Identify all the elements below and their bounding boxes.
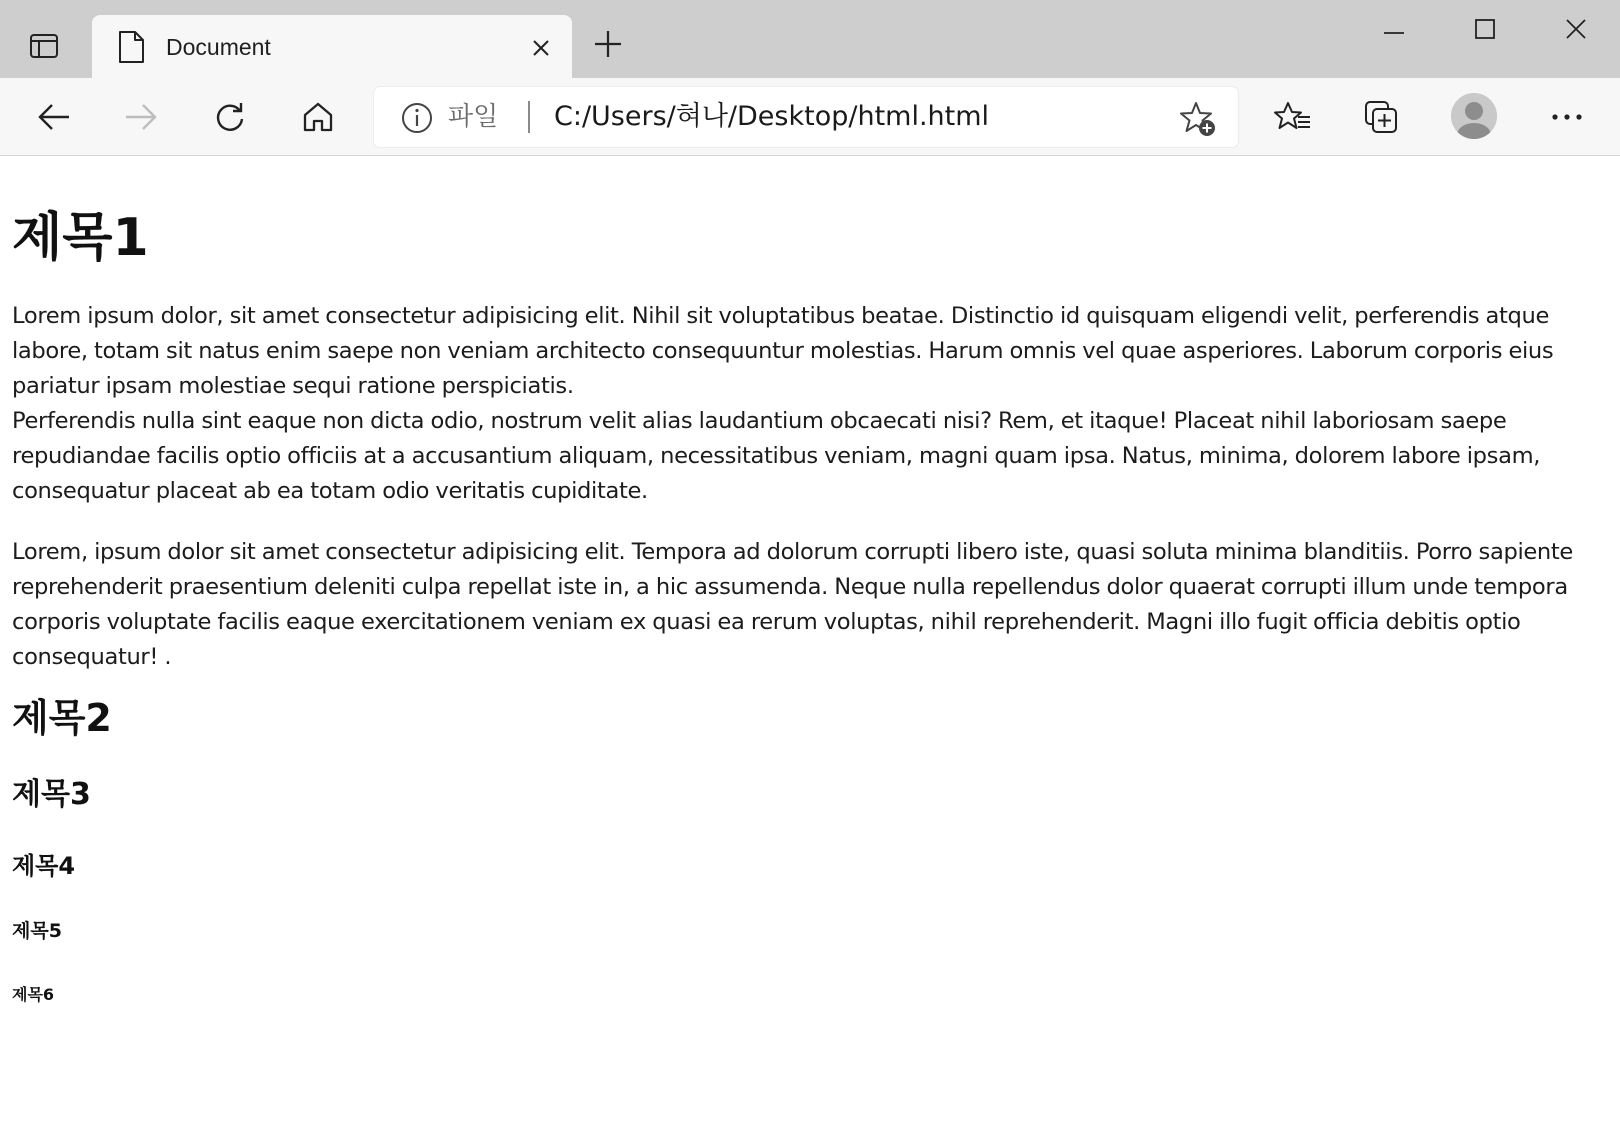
tab-title: Document <box>166 34 271 60</box>
navigation-toolbar <box>0 78 1620 156</box>
heading-4: 제목4 <box>12 852 76 880</box>
paragraph-1-part-b: Perferendis nulla sint eaque non dicta odio, nostrum velit alias laudantium obcaecati nisi? Rem, et itaque! Placeat nihil laboriosam saepe repudiandae facilis optio officiis at a accusantium aliquam, necessitatibus veniam, magni quam ipsa. Natus, minima, dolorem labore ipsam, consequatur placeat ab ea totam odio veritatis cupiditate. <box>12 408 1541 504</box>
heading-6: 제목6 <box>12 985 55 1004</box>
page-file-icon <box>116 30 146 64</box>
home-icon[interactable] <box>295 94 341 140</box>
paragraph-2: Lorem, ipsum dolor sit amet consectetur adipisicing elit. Tempora ad dolorum corrupti libero iste, quasi soluta minima blanditiis. Porro sapiente reprehenderit praesentium deleniti culpa repellat iste in, a hic assumenda. Neque nulla repellendus dolor quaerat corrupti illum unde tempora corporis voluptate facilis eaque exercitationem veniam ex quasi ea rerum voluptas, nihil reprehenderit. Magni illo fugit officia debitis optio consequatur! . <box>12 539 1573 670</box>
address-bar[interactable] <box>374 87 1238 147</box>
minimize-icon[interactable] <box>1374 12 1414 46</box>
address-scheme-label: 파일 <box>448 102 499 132</box>
tab-actions-icon[interactable] <box>26 28 62 64</box>
maximize-icon[interactable] <box>1465 12 1505 46</box>
info-icon[interactable] <box>400 101 434 135</box>
heading-5: 제목5 <box>12 920 62 942</box>
forward-arrow-icon[interactable] <box>118 94 164 140</box>
heading-3: 제목3 <box>12 777 91 812</box>
back-arrow-icon[interactable] <box>31 94 77 140</box>
paragraph-1 <box>12 299 1612 509</box>
collections-icon[interactable] <box>1358 94 1404 140</box>
heading-1: 제목1 <box>12 208 149 268</box>
add-favorite-icon[interactable] <box>1178 99 1218 139</box>
paragraph-1-part-a: Lorem ipsum dolor, sit amet consectetur adipisicing elit. Nihil sit voluptatibus beatae. Distinctio id quisquam eligendi velit, perferendis atque labore, totam sit natus enim saepe non veniam architecto consequuntur molestias. Harum omnis vel quae asperiores. Laborum corporis eius pariatur ipsam molestiae sequi ratione perspiciatis. <box>12 303 1554 399</box>
favorites-icon[interactable] <box>1270 94 1316 140</box>
heading-2: 제목2 <box>12 696 112 740</box>
page-content <box>0 157 1620 1138</box>
tab-close-icon[interactable] <box>526 33 556 63</box>
new-tab-icon[interactable] <box>590 26 626 62</box>
close-icon[interactable] <box>1556 12 1596 46</box>
title-bar <box>0 0 1620 78</box>
address-url[interactable]: C:/Users/혀나/Desktop/html.html <box>554 101 990 132</box>
refresh-icon[interactable] <box>207 94 253 140</box>
tab-document[interactable] <box>92 15 572 78</box>
address-divider <box>528 101 530 133</box>
more-icon[interactable] <box>1544 94 1590 140</box>
profile-avatar[interactable] <box>1451 93 1497 139</box>
